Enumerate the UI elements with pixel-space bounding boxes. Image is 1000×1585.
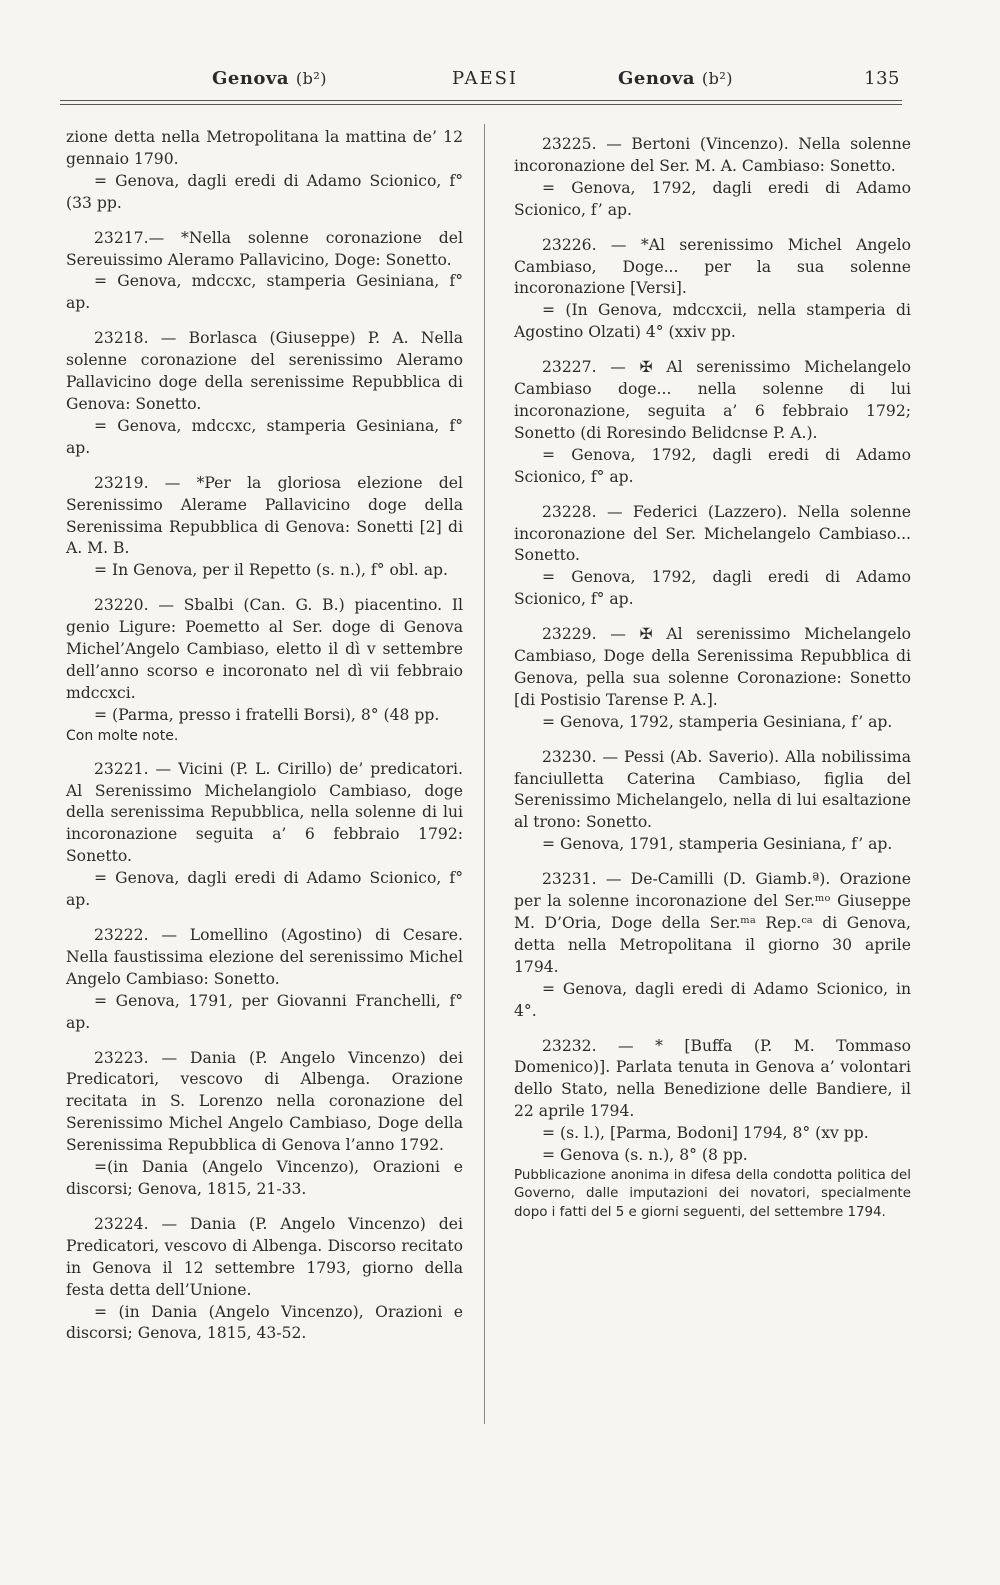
entry-text: 23219. — *Per la gloriosa elezione del Serenissimo Alerame Pallavicino doge della Serenissima Repubblica di Genova: Sonetti [2] di A. M. B.	[66, 473, 463, 558]
imprint: = Genova, 1792, dagli eredi di Adamo Scionico, f° ap.	[514, 445, 911, 486]
entry-text: 23225. — Bertoni (Vincenzo). Nella solenne incoronazione del Ser. M. A. Cambiaso: Sonetto.	[514, 135, 911, 175]
catalog-entry	[514, 357, 911, 488]
entry-text: 23220. — Sbalbi (Can. G. B.) piacentino. Il genio Ligure: Poemetto al Ser. doge di Genova Michel’Angelo Cambiaso, eletto il dì v settembre dell’anno scorso e incoronato nel dì vii febbraio mdccxci.	[66, 596, 463, 702]
entry-text: 23222. — Lomellino (Agostino) di Cesare. Nella faustissima elezione del serenissimo Michel Angelo Cambiaso: Sonetto.	[66, 926, 463, 988]
header-rule	[60, 104, 902, 105]
imprint: = Genova (s. n.), 8° (8 pp.	[542, 1146, 748, 1165]
catalog-entry	[66, 228, 463, 316]
entry-text: 23228. — Federici (Lazzero). Nella solenne incoronazione del Ser. Michelangelo Cambiaso... Sonetto.	[514, 502, 911, 565]
running-header	[60, 64, 900, 98]
header-right-title: Genova (b²)	[618, 68, 733, 89]
imprint: = (Parma, presso i fratelli Borsi), 8° (48 pp.	[94, 705, 440, 724]
imprint: = Genova, dagli eredi di Adamo Scionico, f° ap.	[66, 869, 463, 910]
entry-note: Pubblicazione anonima in difesa della condotta politica del Governo, dalle imputazioni dei novatori, specialmente dopo i fatti del 5 e giorni seguenti, del settembre 1794.	[514, 1167, 911, 1220]
header-left-title: Genova (b²)	[212, 68, 327, 89]
catalog-entry	[66, 1048, 463, 1201]
entry-text: zione detta nella Metropolitana la mattina de’ 12 gennaio 1790.	[66, 128, 463, 168]
catalog-entry	[514, 134, 911, 222]
entry-text: 23217.— *Nella solenne coronazione del Sereuissimo Aleramo Pallavicino, Doge: Sonetto.	[66, 228, 463, 269]
catalog-entry	[514, 1036, 911, 1223]
catalog-entry	[66, 473, 463, 583]
header-section: PAESI	[452, 68, 519, 89]
catalog-entry	[66, 1214, 463, 1345]
entry-note: Con molte note.	[66, 727, 179, 744]
catalog-entry	[514, 747, 911, 857]
imprint: = Genova, mdccxc, stamperia Gesiniana, f° ap.	[66, 272, 463, 313]
imprint: = Genova, 1792, dagli eredi di Adamo Scionico, f’ ap.	[514, 178, 911, 219]
imprint: = Genova, dagli eredi di Adamo Scionico, f° (33 pp.	[66, 171, 463, 212]
header-rule	[60, 100, 902, 101]
entry-text: 23229. — ✠ Al serenissimo Michelangelo Cambiaso, Doge della Serenissima Repubblica di Genova, pella sua solenne Coronazione: Sonetto [di Postisio Tarense P. A.].	[514, 625, 911, 709]
catalog-entry	[66, 759, 463, 912]
entry-text: 23226. — *Al serenissimo Michel Angelo Cambiaso, Doge... per la sua solenne incoronazione [Versi].	[514, 235, 911, 298]
left-column	[66, 127, 463, 1358]
column-divider	[484, 124, 485, 1424]
imprint: = (in Dania (Angelo Vincenzo), Orazioni e discorsi; Genova, 1815, 43-52.	[66, 1302, 463, 1343]
entry-text: 23223. — Dania (P. Angelo Vincenzo) dei Predicatori, vescovo di Albenga. Orazione recitata in S. Lorenzo nella coronazione del Serenissimo Michel Angelo Cambiaso, Doge della Serenissima Repubblica di Genova l’anno 1792.	[66, 1048, 463, 1155]
imprint: =(in Dania (Angelo Vincenzo), Orazioni e discorsi; Genova, 1815, 21-33.	[66, 1158, 463, 1198]
catalog-entry	[514, 502, 911, 612]
entry-text: 23230. — Pessi (Ab. Saverio). Alla nobilissima fanciulletta Caterina Cambiaso, figlia del Serenissimo Michelangelo, nella di lui esaltazione al trono: Sonetto.	[514, 747, 911, 832]
entry-text: 23224. — Dania (P. Angelo Vincenzo) dei Predicatori, vescovo di Albenga. Discorso recitato in Genova il 12 settembre 1793, giorno della festa detta dell’Unione.	[66, 1214, 463, 1299]
catalog-entry	[66, 925, 463, 1035]
imprint: = Genova, 1792, dagli eredi di Adamo Scionico, f° ap.	[514, 568, 911, 609]
imprint: = (s. l.), [Parma, Bodoni] 1794, 8° (xv pp.	[542, 1124, 869, 1143]
imprint: = Genova, 1791, per Giovanni Franchelli, f° ap.	[66, 991, 463, 1032]
catalog-entry	[66, 595, 463, 745]
right-column	[514, 134, 911, 1235]
imprint: = In Genova, per il Repetto (s. n.), f° obl. ap.	[94, 561, 448, 580]
catalog-entry	[66, 328, 463, 459]
entry-text: 23221. — Vicini (P. L. Cirillo) de’ predicatori. Al Serenissimo Michelangiolo Cambiaso, doge della serenissima Repubblica, nella solenne di lui incoronazione seguita a’ 6 febbraio 1792: Sonetto.	[66, 759, 463, 866]
catalog-entry	[514, 624, 911, 734]
entry-text: 23232. — * [Buffa (P. M. Tommaso Domenico)]. Parlata tenuta in Genova a’ volontari dello Stato, nella Benedizione delle Bandiere, il 22 aprile 1794.	[514, 1036, 911, 1121]
imprint: = Genova, 1791, stamperia Gesiniana, f’ ap.	[542, 835, 893, 854]
imprint: = Genova, dagli eredi di Adamo Scionico, in 4°.	[514, 979, 911, 1020]
imprint: = (In Genova, mdccxcii, nella stamperia di Agostino Olzati) 4° (xxiv pp.	[514, 301, 911, 342]
entry-text: 23227. — ✠ Al serenissimo Michelangelo Cambiaso doge... nella solenne di lui incoronazione, seguita a’ 6 febbraio 1792; Sonetto (di Roresindo Belidcnse P. A.).	[514, 358, 911, 442]
imprint: = Genova, 1792, stamperia Gesiniana, f’ ap.	[542, 712, 893, 731]
imprint: = Genova, mdccxc, stamperia Gesiniana, f° ap.	[66, 416, 463, 457]
catalog-entry	[514, 235, 911, 345]
entry-text: 23231. — De-Camilli (D. Giamb.ª). Orazione per la solenne incoronazione del Ser.ᵐᵒ Giuseppe M. D’Oria, Doge della Ser.ᵐᵃ Rep.ᶜᵃ di Genova, detta nella Metropolitana il giorno 30 aprile 1794.	[514, 870, 911, 976]
catalog-entry	[66, 127, 463, 215]
entry-text: 23218. — Borlasca (Giuseppe) P. A. Nella solenne coronazione del serenissimo Aleramo Pallavicino doge della serenissime Repubblica di Genova: Sonetto.	[66, 329, 463, 413]
catalog-entry	[514, 869, 911, 1022]
page-number: 135	[864, 68, 900, 89]
